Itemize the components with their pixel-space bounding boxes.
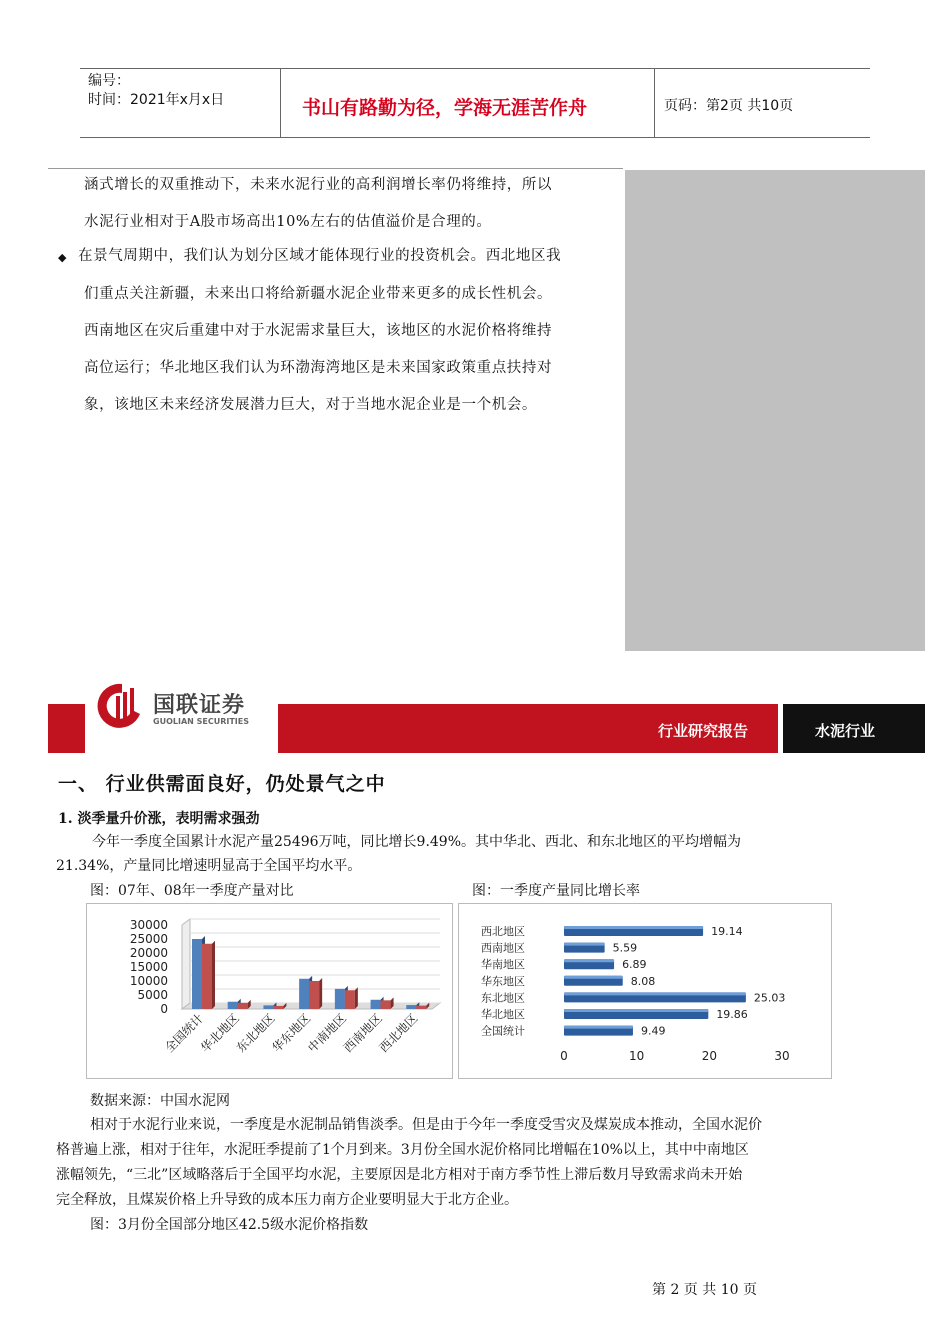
y-category-label: 华北地区 bbox=[481, 1008, 525, 1021]
x-category-label: 全国统计 bbox=[162, 1011, 207, 1056]
x-tick-label: 20 bbox=[701, 1049, 717, 1063]
bar bbox=[202, 944, 212, 1009]
bar bbox=[228, 1002, 238, 1009]
bar-side bbox=[319, 978, 322, 1009]
bar-highlight bbox=[564, 1009, 708, 1012]
body-paragraph-line: 涨幅领先，“三北”区域略落后于全国平均水泥，主要原因是北方相对于南方季节性上滞后数月导致需求尚未开始 bbox=[56, 1167, 743, 1183]
intro-line: 涵式增长的双重推动下，未来水泥行业的高利润增长率仍将维持，所以 bbox=[84, 177, 553, 193]
bullet-line: 象，该地区未来经济发展潜力巨大，对于当地水泥企业是一个机会。 bbox=[84, 397, 537, 413]
data-label: 8.08 bbox=[630, 974, 656, 988]
data-label: 19.14 bbox=[711, 925, 743, 938]
production-comparison-svg bbox=[87, 904, 452, 1078]
data-source: 数据来源：中国水泥网 bbox=[90, 1093, 230, 1109]
y-category-label: 西南地区 bbox=[481, 941, 525, 955]
logo-text-en: GUOLIAN SECURITIES bbox=[153, 717, 249, 726]
data-label: 6.89 bbox=[622, 958, 647, 972]
production-comparison-chart bbox=[86, 903, 453, 1079]
figure-caption: 图：一季度产量同比增长率 bbox=[472, 883, 640, 899]
figure-caption: 图：3月份全国部分地区42.5级水泥价格指数 bbox=[90, 1217, 369, 1233]
header-motto: 书山有路勤为径，学海无涯苦作舟 bbox=[302, 97, 588, 119]
bar bbox=[309, 981, 319, 1009]
growth-rate-svg bbox=[459, 904, 831, 1078]
chart-wall bbox=[182, 919, 190, 1009]
bullet-line: 在景气周期中，我们认为划分区域才能体现行业的投资机会。西北地区我 bbox=[78, 248, 562, 264]
document-number-label: 编号： bbox=[88, 73, 130, 89]
y-tick-label: 25000 bbox=[129, 932, 168, 946]
x-category-label: 中南地区 bbox=[305, 1011, 349, 1056]
data-label: 9.49 bbox=[640, 1024, 666, 1038]
industry-label: 水泥行业 bbox=[815, 722, 876, 740]
bullet-line: 西南地区在灾后重建中对于水泥需求量巨大，该地区的水泥价格将维持 bbox=[84, 323, 553, 339]
bullet-icon: ◆ bbox=[58, 251, 68, 264]
y-tick-label: 10000 bbox=[129, 974, 168, 988]
body-paragraph-line: 今年一季度全国累计水泥产量25496万吨，同比增长9.49%。其中华北、西北、和东北地区的平均增幅为 bbox=[92, 834, 742, 850]
data-label: 25.03 bbox=[753, 991, 786, 1005]
logo-text-cn: 国联证券 bbox=[153, 693, 246, 718]
document-header bbox=[80, 68, 870, 138]
bar bbox=[381, 1000, 391, 1009]
bullet-line: 高位运行；华北地区我们认为环渤海湾地区是未来国家政策重点扶持对 bbox=[84, 360, 553, 376]
sidebar-grey-panel bbox=[625, 170, 925, 651]
bar bbox=[406, 1005, 416, 1009]
y-tick-label: 30000 bbox=[129, 918, 168, 932]
bar bbox=[263, 1005, 273, 1009]
bar-highlight bbox=[564, 926, 703, 929]
body-paragraph-line: 完全释放，且煤炭价格上升导致的成本压力南方企业要明显大于北方企业。 bbox=[56, 1192, 518, 1208]
y-category-label: 东北地区 bbox=[481, 991, 525, 1005]
bar-side bbox=[355, 987, 358, 1009]
bar-side bbox=[212, 941, 215, 1009]
bar bbox=[371, 1000, 381, 1009]
figure-caption: 图：07年、08年一季度产量对比 bbox=[90, 883, 294, 899]
header-divider bbox=[654, 69, 655, 137]
x-tick-label: 10 bbox=[629, 1049, 645, 1063]
growth-rate-chart bbox=[458, 903, 832, 1079]
y-category-label: 全国统计 bbox=[481, 1024, 525, 1038]
document-date: 时间：2021年x月x日 bbox=[88, 92, 225, 108]
y-tick-label: 5000 bbox=[137, 988, 168, 1002]
banner-left-block bbox=[48, 704, 85, 753]
header-divider bbox=[280, 69, 281, 137]
data-label: 19.86 bbox=[716, 1008, 748, 1021]
footer-page-number: 第 2 页 共 10 页 bbox=[652, 1282, 757, 1298]
bar bbox=[416, 1006, 426, 1009]
x-category-label: 华北地区 bbox=[197, 1011, 242, 1056]
y-tick-label: 20000 bbox=[129, 946, 168, 960]
y-category-label: 华东地区 bbox=[481, 974, 525, 988]
y-category-label: 西北地区 bbox=[481, 925, 525, 938]
bar bbox=[335, 989, 345, 1009]
section-title: 一、 行业供需面良好，仍处景气之中 bbox=[58, 773, 386, 795]
body-paragraph-line: 相对于水泥行业来说，一季度是水泥制品销售淡季。但是由于今年一季度受雪灾及煤炭成本推动，全国水泥价 bbox=[90, 1117, 762, 1133]
y-tick-label: 15000 bbox=[129, 960, 168, 974]
x-tick-label: 30 bbox=[774, 1049, 790, 1063]
guolian-logo-icon bbox=[96, 680, 148, 728]
bullet-line: 们重点关注新疆，未来出口将给新疆水泥企业带来更多的成长性机会。 bbox=[84, 286, 553, 302]
intro-line: 水泥行业相对于A股市场高出10%左右的估值溢价是合理的。 bbox=[84, 214, 492, 230]
bar bbox=[192, 939, 202, 1009]
bar-highlight bbox=[564, 976, 623, 979]
header-page-number: 页码：第2页 共10页 bbox=[664, 98, 794, 114]
body-paragraph-line: 格普遍上涨，相对于往年，水泥旺季提前了1个月到来。3月份全国水泥价格同比增幅在10%以上，其中中南地区 bbox=[56, 1142, 749, 1158]
bar bbox=[273, 1006, 283, 1009]
x-tick-label: 0 bbox=[560, 1049, 568, 1063]
bar-highlight bbox=[564, 1026, 633, 1029]
x-category-label: 西北地区 bbox=[376, 1011, 421, 1056]
x-category-label: 东北地区 bbox=[233, 1011, 278, 1056]
report-type-label: 行业研究报告 bbox=[658, 722, 749, 740]
header-meta bbox=[88, 72, 224, 110]
y-category-label: 华南地区 bbox=[481, 958, 525, 972]
y-tick-label: 0 bbox=[160, 1002, 168, 1016]
x-category-label: 西南地区 bbox=[340, 1011, 385, 1056]
bar-highlight bbox=[564, 959, 614, 962]
bar bbox=[238, 1003, 248, 1009]
subsection-title: 1. 淡季量升价涨，表明需求强劲 bbox=[58, 811, 260, 827]
bar-highlight bbox=[564, 943, 605, 946]
bar bbox=[345, 990, 355, 1009]
bar bbox=[299, 979, 309, 1009]
x-category-label: 华东地区 bbox=[269, 1011, 314, 1056]
body-paragraph-line: 21.34%，产量同比增速明显高于全国平均水平。 bbox=[56, 858, 362, 874]
bar-highlight bbox=[564, 992, 746, 995]
data-label: 5.59 bbox=[612, 941, 638, 955]
